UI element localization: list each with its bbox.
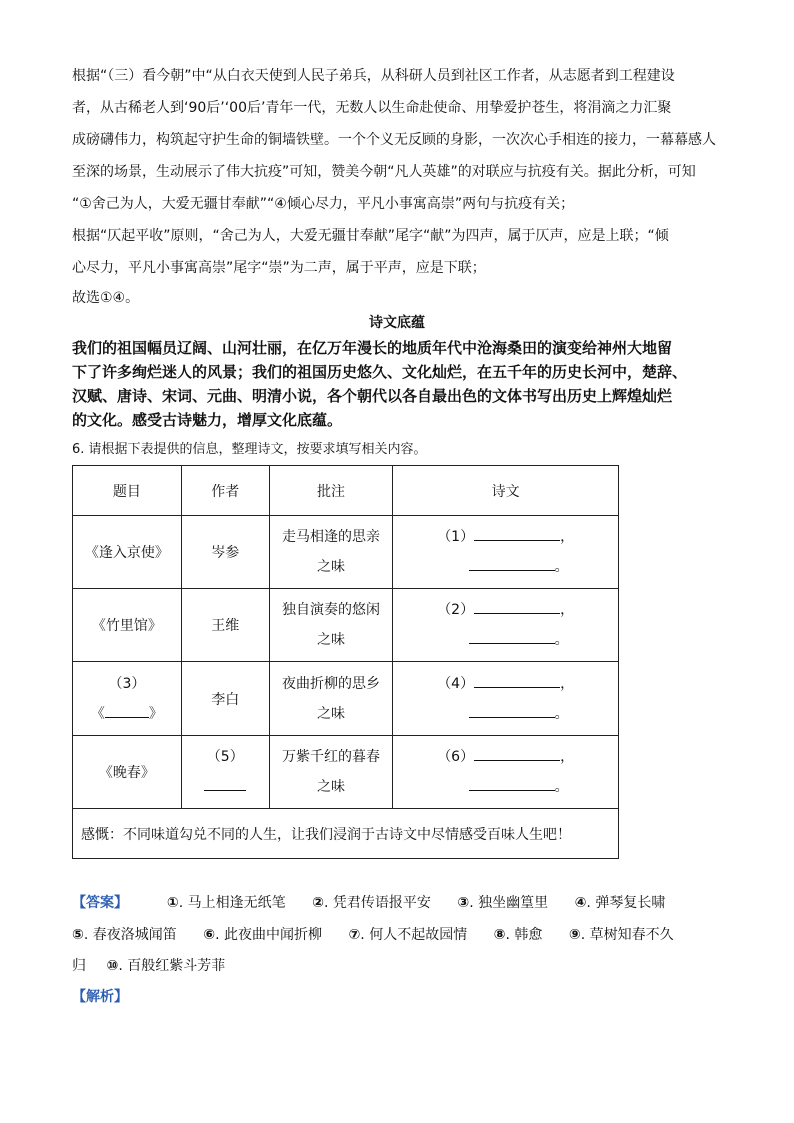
- item-number: ④: [574, 895, 587, 911]
- table-header-row: [73, 466, 619, 516]
- analysis-line: 者，从古稀老人到‘90后’‘00后’青年一代，无数人以生命赴使命、用挚爱护苍生，将涓滴之力汇聚: [72, 100, 672, 116]
- answer-item: [167, 895, 286, 911]
- cell-poem: [393, 736, 619, 809]
- answer-blank[interactable]: [469, 776, 555, 791]
- analysis-line: 根据“仄起平收”原则，“舍己为人，大爱无疆甘奉献”尾字“献”为四声，属于仄声，应是上联；“倾: [72, 228, 669, 244]
- answer-blank[interactable]: [474, 746, 560, 761]
- punctuation: ，: [560, 602, 575, 618]
- answer-item: [457, 895, 548, 911]
- answer-blank[interactable]: [474, 599, 560, 614]
- analysis-line: 至深的场景，生动展示了伟大抗疫”可知，赞美今朝“凡人英雄”的对联应与抗疫有关。据此分析，可知: [72, 164, 696, 180]
- item-text: . 百般红紫斗芳菲: [118, 958, 226, 974]
- poem-blank-line: [393, 699, 618, 729]
- table-row: [73, 589, 619, 662]
- poem-blank-line: [393, 742, 618, 772]
- item-text: . 何人不起故园情: [360, 927, 468, 943]
- answer-item: 归: [72, 958, 86, 974]
- header-poem: 诗文: [393, 466, 619, 516]
- item-number: ⑧: [493, 927, 506, 943]
- cell-author: 岑参: [181, 516, 269, 589]
- cell-author: 李白: [181, 662, 269, 736]
- punctuation: ，: [560, 675, 575, 692]
- answer-blank[interactable]: [105, 703, 149, 718]
- table-footer-row: [73, 809, 619, 859]
- answer-line: [72, 893, 665, 913]
- cell-note: [269, 516, 393, 589]
- answer-item: [203, 927, 322, 943]
- item-text: . 此夜曲中闻折柳: [215, 927, 322, 943]
- cell-poem: [393, 516, 619, 589]
- answer-line: [72, 956, 225, 976]
- answer-item: [312, 895, 431, 911]
- answer-blank[interactable]: [474, 673, 560, 688]
- question-prompt: 6. 请根据下表提供的信息，整理诗文，按要求填写相关内容。: [72, 442, 427, 457]
- intro-line: 我们的祖国幅员辽阔、山河壮丽，在亿万年漫长的地质年代中沧海桑田的演变给神州大地留: [72, 339, 673, 357]
- cell-title: 《晚春》: [73, 736, 182, 809]
- blank-number: （3）: [108, 675, 146, 692]
- note-line: 之味: [316, 632, 345, 648]
- cell-poem: [393, 589, 619, 662]
- poem-blank-line: [393, 625, 618, 655]
- blank-number: （4）: [437, 675, 475, 692]
- table-row: [73, 516, 619, 589]
- poem-blank-line: [393, 772, 618, 802]
- item-number: ③: [457, 895, 470, 911]
- answer-blank[interactable]: [474, 526, 560, 541]
- item-text: . 凭君传语报平安: [323, 895, 431, 911]
- analysis-line: 心尽力，平凡小事寓高崇”尾字“崇”为二声，属于平声，应是下联；: [72, 260, 486, 276]
- punctuation: ，: [560, 749, 575, 765]
- intro-line: 下了许多绚烂迷人的风景；我们的祖国历史悠久、文化灿烂，在五千年的历史长河中，楚辞、: [72, 363, 688, 381]
- analysis-line: 成磅礴伟力，构筑起守护生命的铜墙铁壁。一个个义无反顾的身影，一次次心手相连的接力，一幕幕感人: [72, 132, 716, 148]
- table-row: [73, 736, 619, 809]
- blank-number: （2）: [437, 602, 475, 618]
- cell-note: [269, 589, 393, 662]
- punctuation: 》: [148, 705, 163, 722]
- blank-number: （5）: [206, 749, 244, 765]
- answer-blank[interactable]: [469, 703, 555, 718]
- answer-item: [494, 927, 543, 943]
- cell-title: [73, 662, 182, 736]
- header-note: 批注: [269, 466, 393, 516]
- header-author: 作者: [181, 466, 269, 516]
- item-text: . 马上相逢无纸笔: [178, 895, 286, 911]
- item-number: ⑥: [203, 927, 216, 943]
- punctuation: 《: [90, 705, 105, 722]
- note-line: 万紫千红的暮春: [281, 749, 380, 765]
- poem-table: [72, 465, 619, 859]
- answer-tag: 【答案】: [72, 895, 128, 911]
- punctuation: ，: [560, 529, 575, 545]
- intro-line: 汉赋、唐诗、宋词、元曲、明清小说，各个朝代以各自最出色的文体书写出历史上辉煌灿烂: [72, 387, 673, 405]
- item-number: ⑤: [72, 927, 84, 943]
- note-line: 之味: [316, 779, 345, 795]
- note-line: 独自演奏的悠闲: [281, 602, 380, 618]
- punctuation: 。: [554, 632, 569, 648]
- punctuation: 。: [554, 705, 569, 722]
- item-number: ⑩: [106, 958, 119, 974]
- note-line: 之味: [316, 559, 345, 575]
- note-line: 之味: [316, 705, 345, 722]
- answer-item: [575, 895, 666, 911]
- cell-note: [269, 662, 393, 736]
- item-text: . 春夜洛城闻笛: [83, 927, 177, 943]
- answer-item: [72, 927, 177, 943]
- item-number: ②: [312, 895, 324, 911]
- answer-blank[interactable]: [204, 776, 246, 791]
- poem-blank-line: [393, 522, 618, 552]
- cell-note: [269, 736, 393, 809]
- blank-number: （1）: [437, 529, 475, 545]
- poem-blank-line: [393, 595, 618, 625]
- item-text: . 独坐幽篁里: [469, 895, 549, 911]
- analysis-tag: 【解析】: [72, 989, 128, 1005]
- item-number: ⑦: [348, 927, 361, 943]
- note-line: 夜曲折柳的思乡: [281, 675, 380, 692]
- header-title: 题目: [73, 466, 182, 516]
- cell-title: 《竹里馆》: [73, 589, 182, 662]
- answer-blank[interactable]: [469, 629, 555, 644]
- answer-item: [348, 927, 467, 943]
- item-text: . 韩愈: [505, 927, 543, 943]
- intro-line: 的文化。感受古诗魅力，增厚文化底蕴。: [72, 411, 343, 429]
- cell-title: 《逢入京使》: [73, 516, 182, 589]
- item-text: . 草树知春不久: [580, 927, 674, 943]
- analysis-tag-line: [72, 987, 128, 1007]
- blank-number: （6）: [437, 749, 475, 765]
- analysis-line: “①舍己为人，大爱无疆甘奉献”“④倾心尽力，平凡小事寓高崇”两句与抗疫有关；: [72, 196, 575, 212]
- poem-blank-line: [393, 552, 618, 582]
- title-blank-line: [73, 699, 181, 729]
- note-line: 走马相逢的思亲: [281, 529, 380, 545]
- cell-author: [181, 736, 269, 809]
- cell-poem: [393, 662, 619, 736]
- item-number: ⑨: [568, 927, 581, 943]
- answer-item: [106, 958, 225, 974]
- analysis-line: 故选①④。: [72, 290, 140, 306]
- analysis-line: 根据“（三）看今朝”中“从白衣天使到人民子弟兵，从科研人员到社区工作者，从志愿者到工程建设: [72, 68, 675, 84]
- poem-blank-line: [393, 669, 618, 699]
- punctuation: 。: [554, 779, 569, 795]
- answer-item: [569, 927, 674, 943]
- item-text: . 弹琴复长啸: [586, 895, 666, 911]
- table-row: [73, 662, 619, 736]
- punctuation: 。: [554, 559, 569, 575]
- section-title: 诗文底蕴: [369, 315, 425, 331]
- answer-blank[interactable]: [469, 556, 555, 571]
- answer-line: [72, 925, 674, 945]
- cell-author: 王维: [181, 589, 269, 662]
- item-number: ①: [166, 895, 179, 911]
- author-blank-line: [182, 772, 269, 802]
- table-footer: 感慨：不同味道勾兑不同的人生，让我们浸润于古诗文中尽情感受百味人生吧！: [73, 809, 619, 859]
